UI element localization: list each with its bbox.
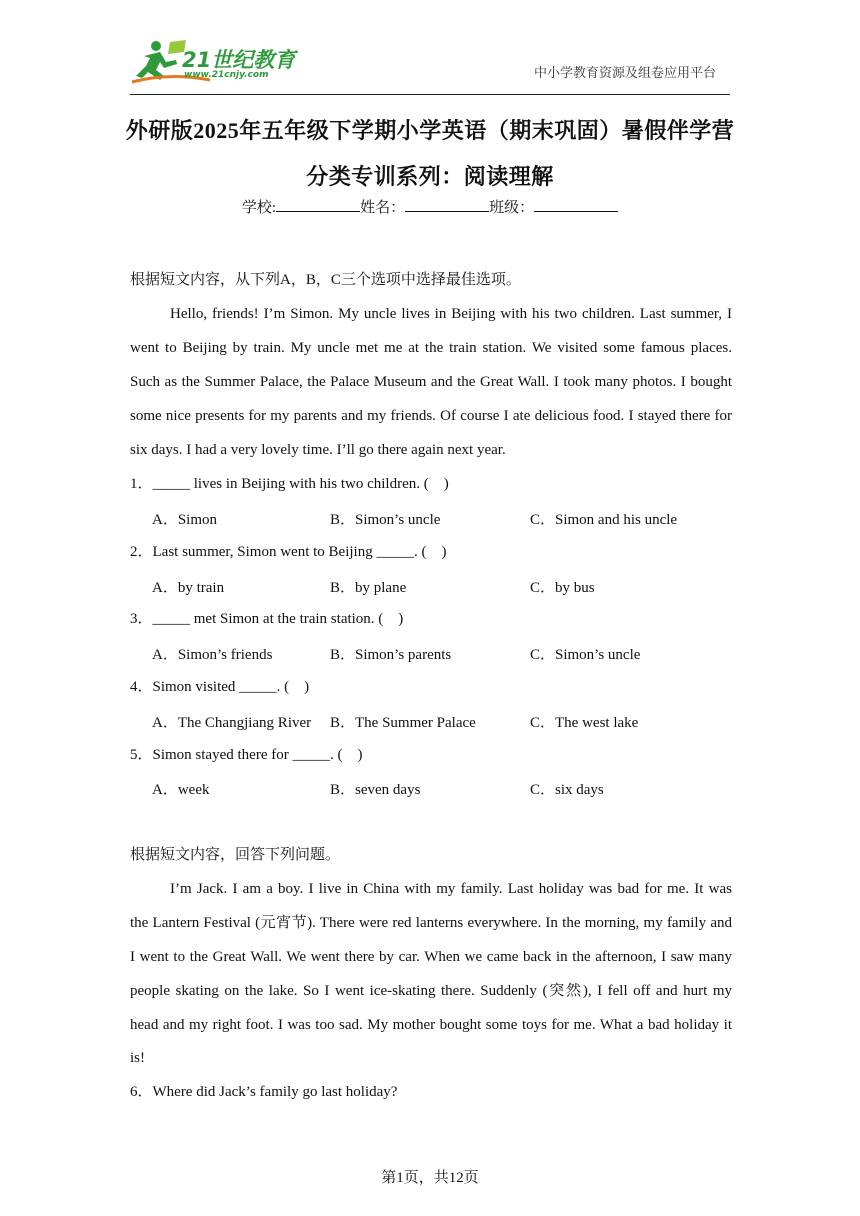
q4-option-b: B．The Summer Palace: [330, 715, 476, 731]
question-1: 1．_____ lives in Beijing with his two children. ( ): [130, 476, 449, 492]
question-6: 6．Where did Jack’s family go last holiday?: [130, 1084, 398, 1100]
q5-option-c: C．six days: [530, 782, 604, 798]
page-subtitle: 分类专训系列：阅读理解: [306, 164, 554, 189]
q5-option-b: B．seven days: [330, 782, 421, 798]
passage2-line: I went to the Great Wall. We went there by car. When we came back in the afternoon, I saw many: [130, 949, 732, 965]
q3-option-b: B．Simon’s parents: [330, 647, 452, 663]
q1-option-c: C．Simon and his uncle: [530, 512, 678, 528]
section1-instruction: 根据短文内容，从下列A，B，C三个选项中选择最佳选项。: [130, 272, 521, 288]
logo-text: 21世纪教育: [182, 48, 296, 72]
q2-option-c: C．by bus: [530, 580, 595, 596]
passage2-line: is!: [130, 1050, 145, 1066]
question-4: 4．Simon visited _____. ( ): [130, 679, 310, 695]
platform-name: 中小学教育资源及组卷应用平台: [533, 65, 716, 80]
name-blank: [405, 197, 489, 212]
student-info: [0, 196, 860, 217]
passage2-line: I’m Jack. I am a boy. I live in China with my family. Last holiday was bad for me. It was: [170, 881, 732, 897]
logo-url: www.21cnjy.com: [184, 70, 269, 80]
passage1-line: some nice presents for my parents and my friends. Of course I ate delicious food. I stayed there for: [130, 408, 732, 424]
section2-instruction: 根据短文内容，回答下列问题。: [130, 847, 341, 863]
q1-option-a: A．Simon: [152, 512, 218, 528]
q3-option-a: A．Simon’s friends: [152, 647, 273, 663]
header-divider: [130, 94, 730, 95]
q4-option-c: C．The west lake: [530, 715, 639, 731]
q2-option-b: B．by plane: [330, 580, 407, 596]
name-label: 姓名：: [360, 200, 406, 216]
passage1-line: six days. I had a very lovely time. I’ll go there again next year.: [130, 442, 506, 458]
q2-option-a: A．by train: [152, 580, 225, 596]
passage1-line: Hello, friends! I’m Simon. My uncle lives in Beijing with his two children. Last summer, I: [170, 306, 732, 322]
passage2-line: people skating on the lake. So I went ice-skating there. Suddenly (突然), I fell off and hurt my: [130, 983, 732, 999]
question-2: 2．Last summer, Simon went to Beijing _____. ( ): [130, 544, 447, 560]
question-5: 5．Simon stayed there for _____. ( ): [130, 747, 363, 763]
question-3: 3．_____ met Simon at the train station. ( ): [130, 611, 404, 627]
school-blank: [276, 197, 360, 212]
school-label: 学校:: [241, 200, 277, 216]
page-title: 外研版2025年五年级下学期小学英语（期末巩固）暑假伴学营: [125, 118, 735, 143]
class-blank: [534, 197, 618, 212]
passage2-line: head and my right foot. I was too sad. My mother bought some toys for me. What a bad holiday it: [130, 1017, 732, 1033]
q3-option-c: C．Simon’s uncle: [530, 647, 641, 663]
q4-option-a: A．The Changjiang River: [152, 715, 312, 731]
class-label: 班级：: [489, 200, 535, 216]
site-logo: [130, 38, 300, 86]
passage2-line: the Lantern Festival (元宵节). There were red lanterns everywhere. In the morning, my family and: [130, 915, 732, 931]
page-footer: 第1页，共12页: [381, 1170, 479, 1186]
q5-option-a: A．week: [152, 782, 210, 798]
q1-option-b: B．Simon’s uncle: [330, 512, 441, 528]
passage1-line: went to Beijing by train. My uncle met me at the train station. We visited some famous places.: [130, 340, 732, 356]
passage1-line: Such as the Summer Palace, the Palace Museum and the Great Wall. I took many photos. I bought: [130, 374, 732, 390]
